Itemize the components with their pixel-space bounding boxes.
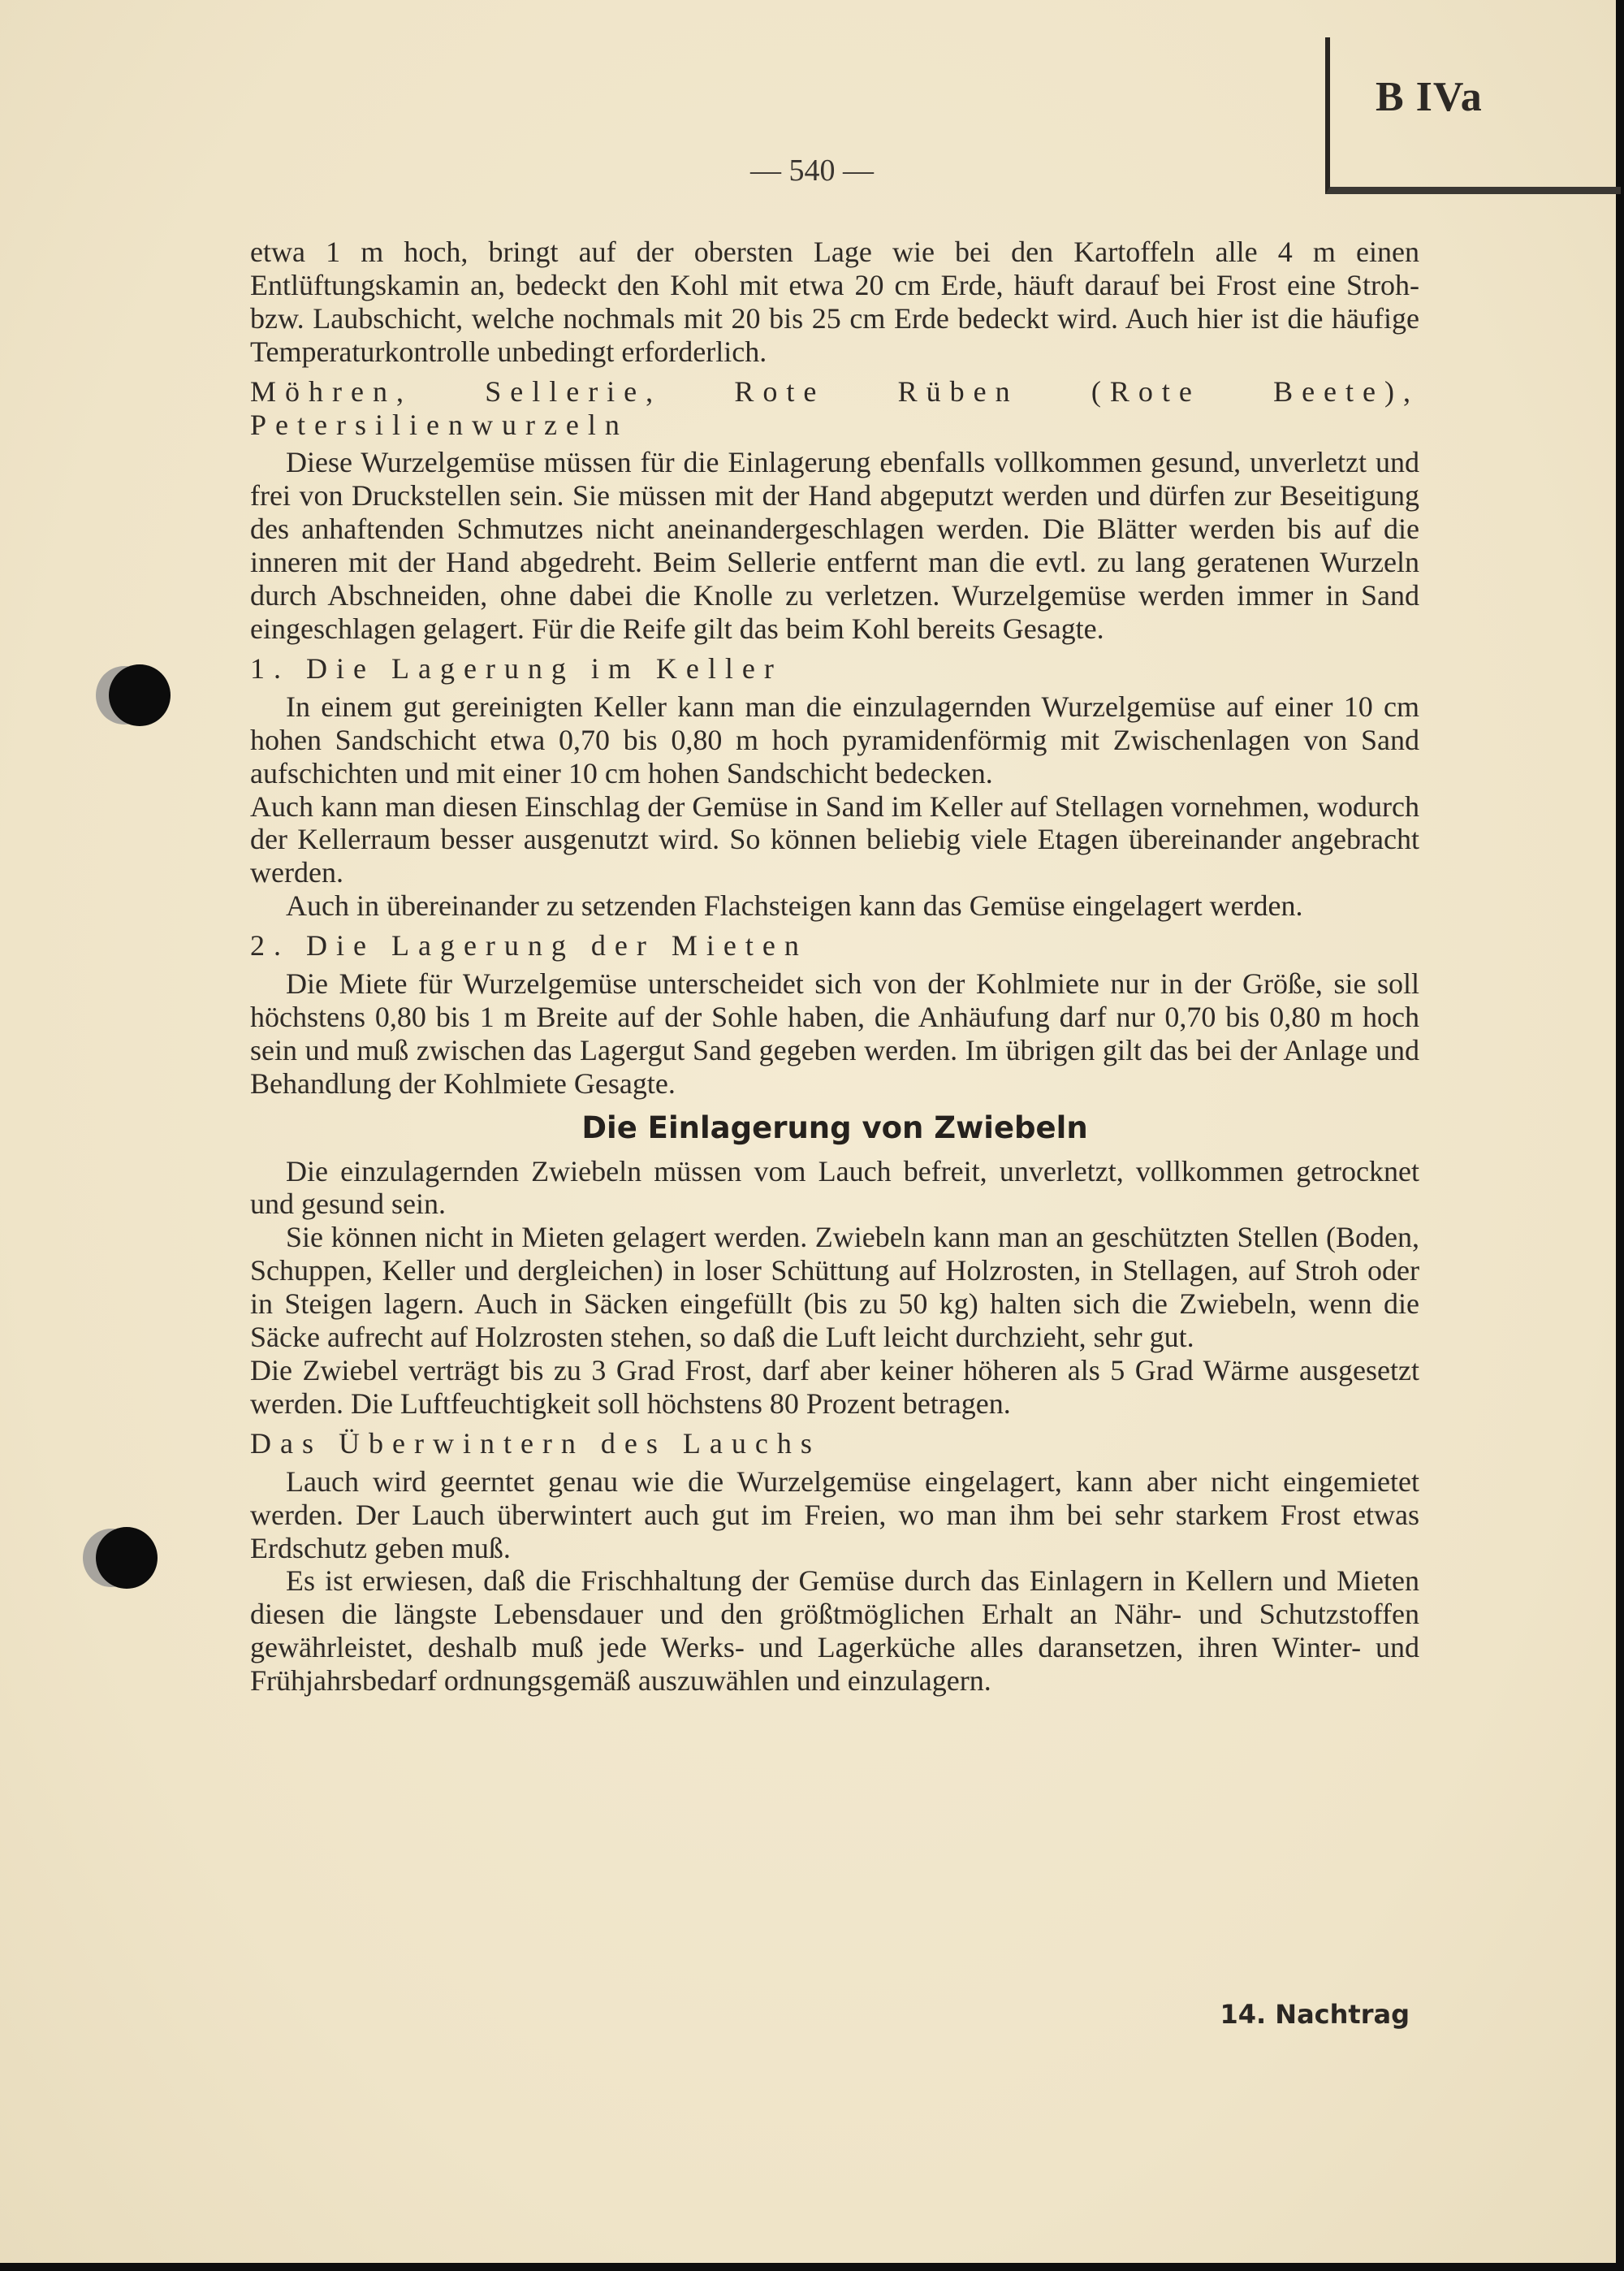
subheading-cellar-storage: 1. Die Lagerung im Keller (250, 651, 783, 685)
paragraph: Die Zwiebel verträgt bis zu 3 Grad Frost, darf aber keiner höheren als 5 Grad Wärme ausgesetzt werden. Die Luftfeuchtigkeit soll höchstens 80 Prozent betragen. (250, 1354, 1419, 1420)
paragraph: Lauch wird geerntet genau wie die Wurzelgemüse eingelagert, kann aber nicht eingemietet werden. Der Lauch überwintert auch gut im Freien, wo man ihm bei sehr starkem Frost etwas Erdschutz geben muß. (250, 1464, 1419, 1564)
punch-hole-bottom (96, 1527, 158, 1589)
paragraph: Es ist erwiesen, daß die Frischhaltung der Gemüse durch das Einlagern in Kellern und Mieten diesen die längste Lebensdauer und den größtmöglichen Erhalt an Nähr- und Schutzstoffen gewährleistet, deshalb muß jede Werks- und Lagerküche alles daransetzen, ihren Winter- und Frühjahrsbedarf ordnungsgemäß auszuwählen und einzulagern. (250, 1564, 1419, 1698)
subheading-leek-wintering: Das Überwintern des Lauchs (250, 1426, 821, 1460)
paragraph: Auch in übereinander zu setzenden Flachsteigen kann das Gemüse eingelagert werden. (286, 889, 1303, 923)
paragraph: Sie können nicht in Mieten gelagert werden. Zwiebeln kann man an geschützten Stellen (Boden, Schuppen, Keller und dergleichen) in loser Schüttung auf Holzrosten, in Stellagen, auf Stroh oder in Steigen lagern. Auch in Säcken eingefüllt (bis zu 50 kg) halten sich die Zwiebeln, wenn die Säcke aufrecht auf Holzrosten stehen, so daß die Luft leicht durchzieht, sehr gut. (250, 1221, 1419, 1354)
body-text (250, 236, 1419, 1698)
paragraph: Die Miete für Wurzelgemüse unterscheidet sich von der Kohlmiete nur in der Größe, sie soll höchstens 0,80 bis 1 m Breite auf der Sohle haben, die Anhäufung darf nur 0,70 bis 0,80 m hoch sein und muß zwischen das Lagergut Sand gegeben werden. Im übrigen gilt das bei der Anlage und Behandlung der Kohlmiete Gesagte. (250, 967, 1419, 1100)
paragraph: Auch kann man diesen Einschlag der Gemüse in Sand im Keller auf Stellagen vornehmen, wodurch der Kellerraum besser ausgenutzt wird. So können beliebig viele Etagen übereinander angebracht werden. (250, 789, 1419, 889)
punch-hole-top (109, 664, 171, 726)
supplement-note: 14. Nachtrag (1220, 1999, 1410, 2030)
paragraph: etwa 1 m hoch, bringt auf der obersten Lage wie bei den Kartoffeln alle 4 m einen Entlüftungskamin an, bedeckt den Kohl mit etwa 20 cm Erde, häuft darauf bei Frost eine Stroh- bzw. Laubschicht, welche nochmals mit 20 bis 25 cm Erde bedeckt wird. Auch hier ist die häufige Temperaturkontrolle unbedingt erforderlich. (250, 236, 1419, 368)
paragraph: In einem gut gereinigten Keller kann man die einzulagernden Wurzelgemüse auf einer 10 cm hohen Sandschicht etwa 0,70 bis 0,80 m hoch pyramidenförmig mit Zwischenlagen von Sand aufschichten und mit einer 10 cm hohen Sandschicht bedecken. (250, 690, 1419, 789)
paragraph: Die einzulagernden Zwiebeln müssen vom Lauch befreit, unverletzt, vollkommen getrocknet und gesund sein. (250, 1154, 1419, 1221)
section-label: B IVa (1376, 74, 1483, 120)
paragraph: Diese Wurzelgemüse müssen für die Einlagerung ebenfalls vollkommen gesund, unverletzt und frei von Druckstellen sein. Sie müssen mit der Hand abgeputzt werden und dürfen zur Beseitigung des anhaftenden Schmutzes nicht aneinandergeschlagen werden. Die Blätter werden bis auf die inneren mit der Hand abgedreht. Beim Sellerie entfernt man die evtl. zu lang geratenen Wurzeln durch Abschneiden, ohne dabei die Knolle zu verletzen. Wurzelgemüse werden immer in Sand eingeschlagen gelagert. Für die Reife gilt das beim Kohl bereits Gesagte. (250, 446, 1419, 645)
subheading-root-vegetables: Möhren, Sellerie, Rote Rüben (Rote Beete), Petersilienwurzeln (250, 374, 1419, 441)
section-heading-onions: Die Einlagerung von Zwiebeln (581, 1110, 1088, 1145)
page-number: — 540 — (750, 154, 874, 188)
subheading-clamp-storage: 2. Die Lagerung der Mieten (250, 929, 808, 962)
